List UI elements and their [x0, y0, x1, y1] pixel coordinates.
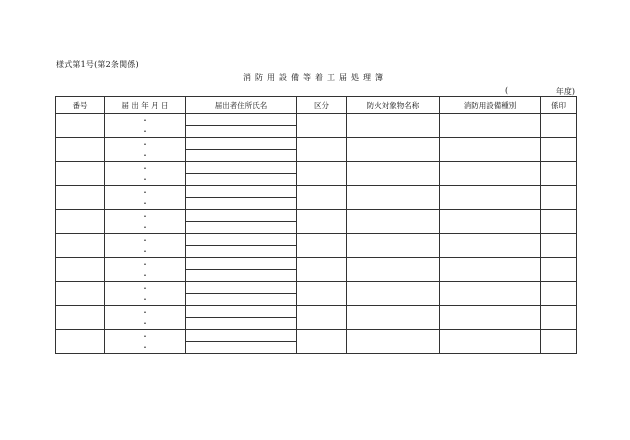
number-cell: [56, 234, 105, 258]
number-cell: [56, 186, 105, 210]
date-cell: ・ ・: [105, 330, 186, 354]
ledger-body: [56, 114, 577, 354]
header-number: 番号: [56, 97, 105, 114]
header-building-name: 防火対象物名称: [347, 97, 440, 114]
applicant-name-cell: [186, 150, 297, 162]
building-name-cell: [347, 330, 440, 354]
building-name-cell: [347, 306, 440, 330]
category-cell: [297, 330, 347, 354]
category-cell: [297, 138, 347, 162]
category-cell: [297, 186, 347, 210]
stamp-cell: [541, 234, 577, 258]
table-row: [56, 330, 577, 342]
applicant-address-cell: [186, 162, 297, 174]
applicant-address-cell: [186, 330, 297, 342]
table-row: [56, 282, 577, 294]
ledger-table: [55, 96, 577, 354]
equipment-type-cell: [440, 186, 541, 210]
equipment-type-cell: [440, 234, 541, 258]
year-open-paren: (: [505, 86, 509, 95]
header-stamp: 係印: [541, 97, 577, 114]
stamp-cell: [541, 330, 577, 354]
applicant-name-cell: [186, 294, 297, 306]
header-applicant: 届出者住所氏名: [186, 97, 297, 114]
category-cell: [297, 162, 347, 186]
applicant-address-cell: [186, 186, 297, 198]
number-cell: [56, 258, 105, 282]
date-cell: ・ ・: [105, 234, 186, 258]
equipment-type-cell: [440, 138, 541, 162]
table-row: [56, 210, 577, 222]
applicant-name-cell: [186, 246, 297, 258]
building-name-cell: [347, 234, 440, 258]
equipment-type-cell: [440, 114, 541, 138]
date-cell: ・ ・: [105, 258, 186, 282]
form-number-label: 様式第1号(第2条関係): [56, 60, 139, 69]
building-name-cell: [347, 138, 440, 162]
equipment-type-cell: [440, 210, 541, 234]
number-cell: [56, 282, 105, 306]
applicant-name-cell: [186, 342, 297, 354]
equipment-type-cell: [440, 282, 541, 306]
number-cell: [56, 114, 105, 138]
applicant-address-cell: [186, 234, 297, 246]
equipment-type-cell: [440, 162, 541, 186]
equipment-type-cell: [440, 306, 541, 330]
table-row: [56, 162, 577, 174]
number-cell: [56, 330, 105, 354]
category-cell: [297, 114, 347, 138]
stamp-cell: [541, 138, 577, 162]
number-cell: [56, 138, 105, 162]
applicant-name-cell: [186, 222, 297, 234]
equipment-type-cell: [440, 258, 541, 282]
applicant-address-cell: [186, 114, 297, 126]
applicant-name-cell: [186, 198, 297, 210]
applicant-name-cell: [186, 126, 297, 138]
date-cell: ・ ・: [105, 138, 186, 162]
table-row: [56, 186, 577, 198]
stamp-cell: [541, 186, 577, 210]
building-name-cell: [347, 258, 440, 282]
applicant-address-cell: [186, 258, 297, 270]
category-cell: [297, 282, 347, 306]
category-cell: [297, 258, 347, 282]
category-cell: [297, 234, 347, 258]
header-category: 区分: [297, 97, 347, 114]
applicant-name-cell: [186, 174, 297, 186]
equipment-type-cell: [440, 330, 541, 354]
building-name-cell: [347, 114, 440, 138]
date-cell: ・ ・: [105, 210, 186, 234]
category-cell: [297, 210, 347, 234]
applicant-address-cell: [186, 138, 297, 150]
applicant-address-cell: [186, 282, 297, 294]
date-cell: ・ ・: [105, 186, 186, 210]
table-row: [56, 306, 577, 318]
stamp-cell: [541, 282, 577, 306]
table-row: [56, 114, 577, 126]
applicant-address-cell: [186, 210, 297, 222]
stamp-cell: [541, 114, 577, 138]
table-row: [56, 138, 577, 150]
stamp-cell: [541, 258, 577, 282]
header-row: [56, 97, 577, 114]
table-row: [56, 234, 577, 246]
stamp-cell: [541, 210, 577, 234]
applicant-name-cell: [186, 270, 297, 282]
header-date: 届 出 年 月 日: [105, 97, 186, 114]
building-name-cell: [347, 186, 440, 210]
document-title: [0, 72, 630, 83]
applicant-address-cell: [186, 306, 297, 318]
stamp-cell: [541, 162, 577, 186]
date-cell: ・ ・: [105, 282, 186, 306]
date-cell: ・ ・: [105, 114, 186, 138]
stamp-cell: [541, 306, 577, 330]
document-title-text: 消防用設備等着工届処理簿: [243, 73, 387, 82]
building-name-cell: [347, 162, 440, 186]
header-equipment-type: 消防用設備種別: [440, 97, 541, 114]
applicant-name-cell: [186, 318, 297, 330]
number-cell: [56, 210, 105, 234]
year-label: 年度): [555, 87, 575, 96]
date-cell: ・ ・: [105, 306, 186, 330]
number-cell: [56, 306, 105, 330]
date-cell: ・ ・: [105, 162, 186, 186]
category-cell: [297, 306, 347, 330]
table-row: [56, 258, 577, 270]
building-name-cell: [347, 282, 440, 306]
building-name-cell: [347, 210, 440, 234]
number-cell: [56, 162, 105, 186]
